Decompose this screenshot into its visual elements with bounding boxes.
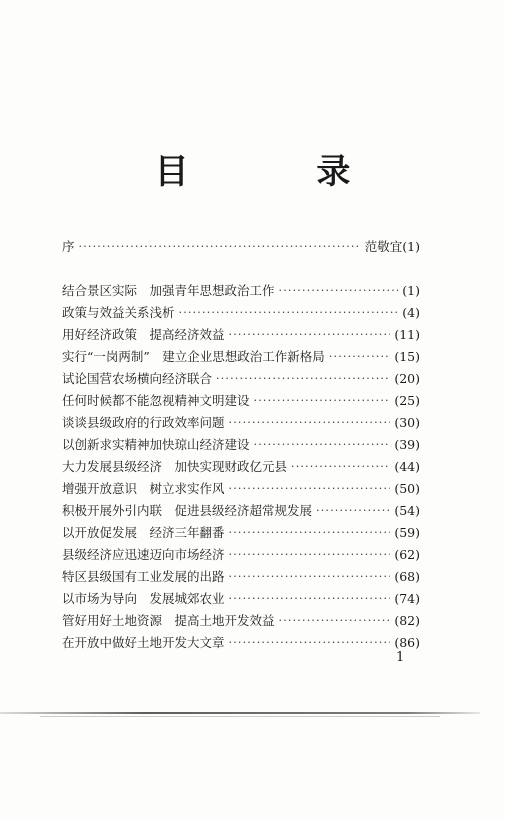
toc-entry-page: (1) <box>402 283 420 298</box>
toc-entry <box>62 630 420 652</box>
scan-edge-line <box>0 712 480 714</box>
toc-leader-dots <box>179 304 399 322</box>
toc-entry-page: (74) <box>394 591 420 606</box>
toc-entry-page: (62) <box>394 547 420 562</box>
toc-preface-title: 序 <box>62 239 75 254</box>
toc-entry-page: (11) <box>394 327 420 342</box>
toc-entry-title: 县级经济应迅速迈向市场经济 <box>62 547 225 562</box>
toc-leader-dots <box>254 436 391 454</box>
toc-entry <box>62 432 420 454</box>
toc-entry-page: (82) <box>394 613 420 628</box>
toc-entry <box>62 586 420 608</box>
toc-entry <box>62 410 420 432</box>
toc-entry-page: (54) <box>394 503 420 518</box>
toc-entry <box>62 608 420 630</box>
scan-edge-line-faint <box>40 716 440 717</box>
toc-leader-dots <box>254 392 391 410</box>
toc-preface-author: 范敬宜 <box>364 239 403 254</box>
toc-entry-page: (39) <box>394 437 420 452</box>
toc-entry-title: 以开放促发展 经济三年翻番 <box>62 525 225 540</box>
toc-preface <box>62 234 420 256</box>
toc-entry-title: 大力发展县级经济 加快实现财政亿元县 <box>62 459 288 474</box>
toc-entry-title: 以市场为导向 发展城郊农业 <box>62 591 225 606</box>
toc-entry <box>62 564 420 586</box>
toc-entry-title: 以创新求实精神加快琼山经济建设 <box>62 437 250 452</box>
toc-leader-dots <box>229 546 391 564</box>
toc-leader-dots <box>291 458 390 476</box>
toc-entry-title: 用好经济政策 提高经济效益 <box>62 327 225 342</box>
toc-entry-title: 任何时候都不能忽视精神文明建设 <box>62 393 250 408</box>
toc-entry-page: (44) <box>394 459 420 474</box>
toc-entry-page: (20) <box>394 371 420 386</box>
toc-entry-title: 政策与效益关系浅析 <box>62 305 175 320</box>
toc-entry-title: 管好用好土地资源 提高土地开发效益 <box>62 613 275 628</box>
toc-entry <box>62 322 420 344</box>
toc-entry-page: (68) <box>394 569 420 584</box>
toc-leader-dots <box>229 414 391 432</box>
toc-entry-title: 在开放中做好土地开发大文章 <box>62 635 225 650</box>
toc-entry-page: (4) <box>402 305 420 320</box>
toc-leader-dots <box>229 568 391 586</box>
toc-entry-page: (25) <box>394 393 420 408</box>
toc-entry <box>62 476 420 498</box>
toc-entry <box>62 300 420 322</box>
toc-entry-title: 特区县级国有工业发展的出路 <box>62 569 225 584</box>
toc-leader-dots <box>229 524 391 542</box>
toc-entry-page: (30) <box>394 415 420 430</box>
toc-entry-page: (50) <box>394 481 420 496</box>
toc-entry <box>62 366 420 388</box>
toc-entry-page: (59) <box>394 525 420 540</box>
toc-leader-dots <box>229 480 391 498</box>
toc-entry <box>62 520 420 542</box>
toc-entry <box>62 454 420 476</box>
toc-leader-dots <box>279 612 391 630</box>
toc-leader-dots <box>279 282 399 300</box>
toc-leader-dots <box>229 590 391 608</box>
toc-leader-dots <box>229 634 391 652</box>
toc-entry-title: 谈谈县级政府的行政效率问题 <box>62 415 225 430</box>
toc-entry-title: 结合景区实际 加强青年思想政治工作 <box>62 283 275 298</box>
page-number: 1 <box>396 650 405 665</box>
page-title: 目 录 <box>154 152 409 192</box>
toc-leader-dots <box>216 370 390 388</box>
toc-entry <box>62 344 420 366</box>
toc-leader-dots <box>316 502 390 520</box>
toc-entry <box>62 498 420 520</box>
toc-entry-page: (15) <box>394 349 420 364</box>
toc-entry <box>62 542 420 564</box>
toc-leader-dots <box>329 348 391 366</box>
toc-preface-page: (1) <box>402 239 420 254</box>
toc-entry <box>62 278 420 300</box>
toc-entry-title: 积极开展外引内联 促进县级经济超常规发展 <box>62 503 313 518</box>
toc-entry-title: 增强开放意识 树立求实作风 <box>62 481 225 496</box>
toc-entry-title: 实行“一岗两制” 建立企业思想政治工作新格局 <box>62 349 325 364</box>
toc-entry-page: (86) <box>394 635 420 650</box>
toc-leader-dots <box>79 238 361 256</box>
toc-entry-title: 试论国营农场横向经济联合 <box>62 371 213 386</box>
toc-entry <box>62 388 420 410</box>
toc-leader-dots <box>229 326 391 344</box>
